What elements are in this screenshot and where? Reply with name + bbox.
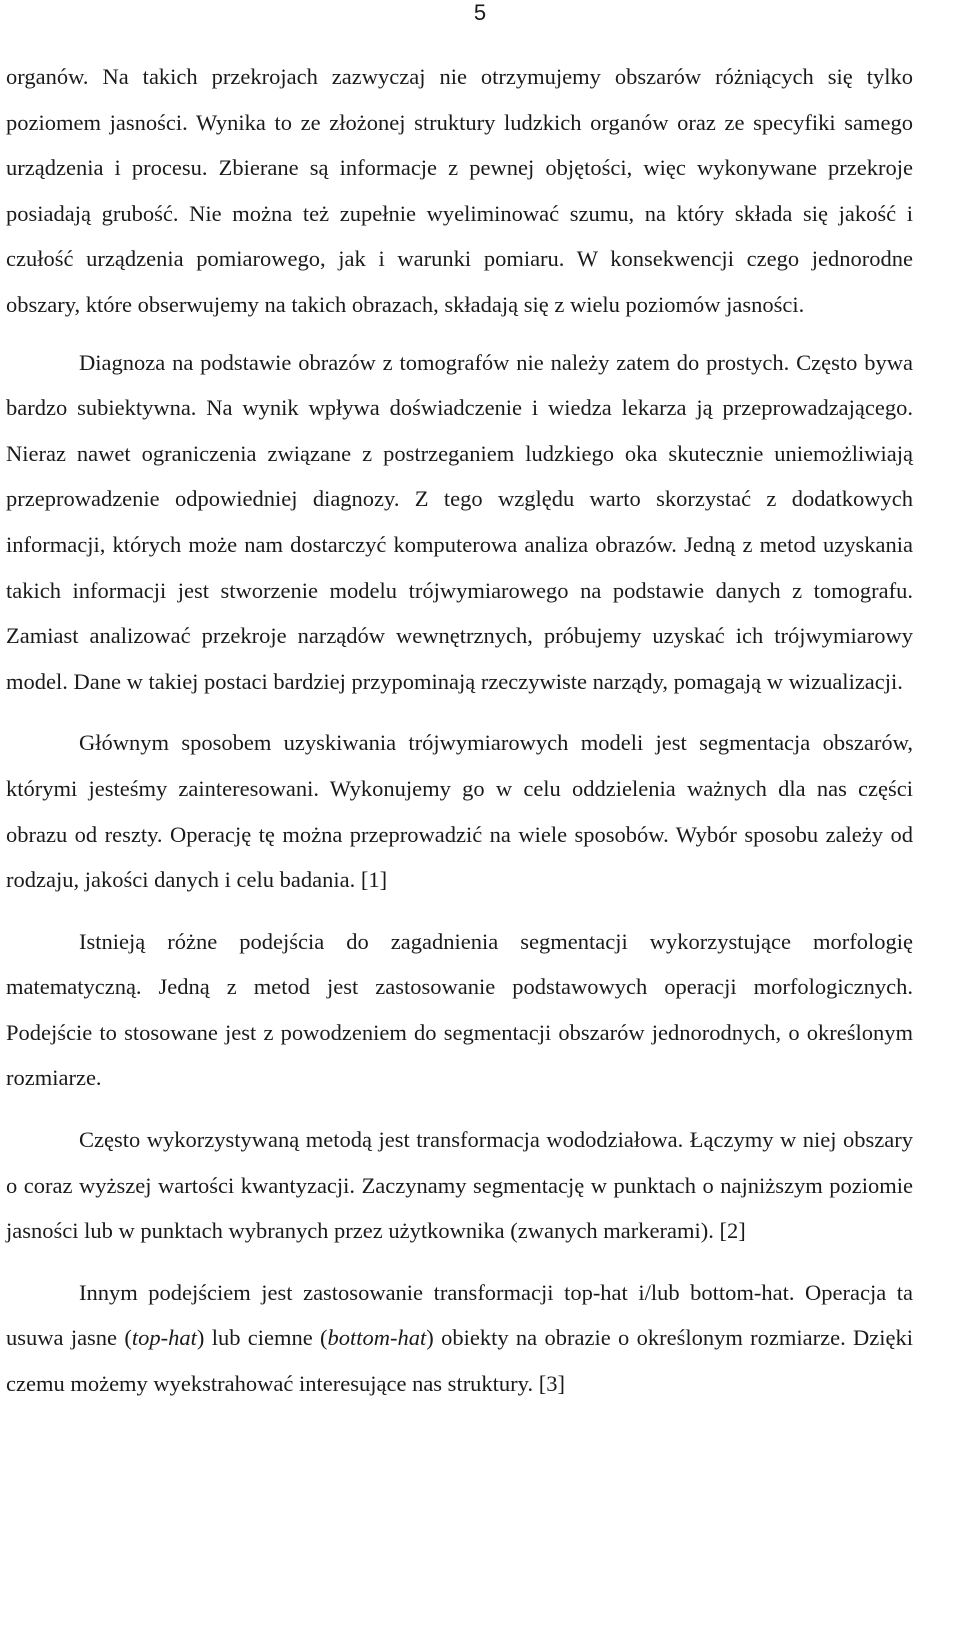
paragraph-4: Istnieją różne podejścia do zagadnienia segmentacji wykorzystujące morfologię matematyczną. Jedną z metod jest zastosowanie podstawowych operacji morfologicznych. Podejście to stosowane jest z powodzeniem do segmentacji obszarów jednorodnych, o określonym rozmiarze. xyxy=(6,928,913,1091)
paragraph-6-text-e: ) obiekty na obrazie o określonym rozmiarze. Dzięki czemu możemy wyekstrahować interesujące nas struktury. [3] xyxy=(6,1325,914,1397)
paragraph-6-term-bottom-hat: bottom-hat xyxy=(327,1325,427,1351)
paragraph-6 xyxy=(6,1270,913,1407)
paragraph-1: organów. Na takich przekrojach zazwyczaj nie otrzymujemy obszarów różniących się tylko poziomem jasności. Wynika to ze złożonej struktury ludzkich organów oraz ze specyfiki samego urządzenia i procesu. Zbierane są informacje z pewnej objętości, więc wykonywane przekroje posiadają grubość. Nie można też zupełnie wyeliminować szumu, na który składa się jakość i czułość urządzenia pomiarowego, jak i warunki pomiaru. W konsekwencji czego jednorodne obszary, które obserwujemy na takich obrazach, składają się z wielu poziomów jasności. xyxy=(6,64,913,317)
paragraph-6-text-c: ) lub ciemne ( xyxy=(196,1325,328,1351)
paragraph-2: Diagnoza na podstawie obrazów z tomografów nie należy zatem do prostych. Często bywa bardzo subiektywna. Na wynik wpływa doświadczenie i wiedza lekarza ją przeprowadzającego. Nieraz nawet ograniczenia związane z postrzeganiem ludzkiego oka skutecznie uniemożliwiają przeprowadzenie odpowiedniej diagnozy. Z tego względu warto skorzystać z dodatkowych informacji, których może nam dostarczyć komputerowa analiza obrazów. Jedną z metod uzyskania takich informacji jest stworzenie modelu trójwymiarowego na podstawie danych z tomografu. Zamiast analizować przekroje narządów wewnętrznych, próbujemy uzyskać ich trójwymiarowy model. Dane w takiej postaci bardziej przypominają rzeczywiste narządy, pomagają w wizualizacji. xyxy=(6,349,913,694)
paragraph-5: Często wykorzystywaną metodą jest transformacja wododziałowa. Łączymy w niej obszary o coraz wyższej wartości kwantyzacji. Zaczynamy segmentację w punktach o najniższym poziomie jasności lub w punktach wybranych przez użytkownika (zwanych markerami). [2] xyxy=(6,1127,913,1244)
page-number: 5 xyxy=(473,0,487,25)
paragraph-6-text-a: Innym podejściem jest zastosowanie transformacji top-hat i/lub bottom-hat. Operacja ta usuwa jasne ( xyxy=(6,1279,913,1351)
paragraph-3: Głównym sposobem uzyskiwania trójwymiarowych modeli jest segmentacja obszarów, którymi jesteśmy zainteresowani. Wykonujemy go w celu oddzielenia ważnych dla nas części obrazu od reszty. Operację tę można przeprowadzić na wiele sposobów. Wybór sposobu zależy od rodzaju, jakości danych i celu badania. [1] xyxy=(6,730,913,893)
body-text xyxy=(6,54,913,1407)
paragraph-6-term-top-hat: top-hat xyxy=(131,1325,197,1351)
